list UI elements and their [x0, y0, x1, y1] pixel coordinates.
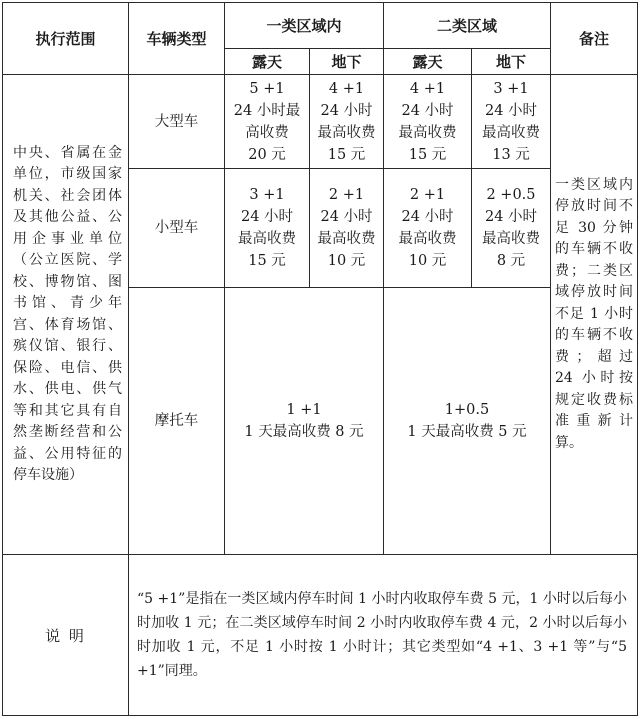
fee-small-zone1-open-air: 3 +1 24 小时 最高收费 15 元	[238, 187, 296, 269]
explanation-label: 说 明	[45, 626, 86, 645]
parking-fee-table	[2, 2, 638, 716]
scope-text: 中央、省属在金单位，市级国家机关、社会团体及其他公益、公用企事业单位（公立医院、学校、博物馆、图书馆、青少年宫、体育场馆、殡仪馆、银行、保险、电信、供水、供电、供气等和其它具有自然垄断经营和公益、公用特征的停车设施）	[13, 144, 122, 483]
explanation-text: “5 +1”是指在一类区域内停车时间 1 小时内收取停车费 5 元，1 小时以后每小时加收 1 元；在二类区域停车时间 2 小时内收取停车费 4 元，2 小时以后每小时加收 1 元，不足 1 小时按 1 小时计；其它类型如“4 +1、3 +1 等”与“5 +1”同理。	[137, 591, 627, 679]
vehicle-type-small: 小型车	[154, 220, 199, 236]
fee-large-zone2-underground: 3 +1 24 小时 最高收费 13 元	[482, 80, 540, 163]
header-zone2-underground: 地下	[495, 53, 526, 71]
fee-small-zone2-open-air: 2 +1 24 小时 最高收费 10 元	[398, 187, 457, 269]
header-zone-1: 一类区域内	[266, 17, 342, 35]
rule	[637, 2, 638, 716]
rule	[2, 715, 638, 716]
fee-motorcycle-zone2: 1+0.5 1 天最高收费 5 元	[407, 402, 527, 440]
scope-cell	[3, 75, 128, 554]
fee-small-zone2-underground: 2 +0.5 24 小时 最高收费 8 元	[482, 187, 540, 269]
header-zone1-open-air: 露天	[251, 53, 282, 71]
header-zone1-underground: 地下	[331, 53, 362, 71]
header-zone2-open-air: 露天	[412, 53, 443, 71]
fee-large-zone1-open-air: 5 +1 24 小时最 高收费 20 元	[233, 80, 301, 163]
vehicle-type-large: 大型车	[154, 113, 199, 130]
fee-large-zone1-underground: 4 +1 24 小时 最高收费 15 元	[317, 80, 376, 163]
explanation-cell	[129, 555, 637, 715]
fee-small-zone1-underground: 2 +1 24 小时 最高收费 10 元	[317, 187, 376, 269]
remark-cell	[551, 75, 637, 554]
remark-text: 一类区域内停放时间不足 30 分钟的车辆不收费；二类区域停放时间不足 1 小时的车辆不收费；超过 24 小时按规定收费标准重新计算。	[555, 176, 633, 451]
fee-large-zone2-open-air: 4 +1 24 小时 最高收费 15 元	[398, 80, 457, 163]
fee-motorcycle-zone1: 1 +1 1 天最高收费 8 元	[244, 402, 364, 440]
header-vehicle-type: 车辆类型	[146, 30, 207, 48]
header-remark: 备注	[578, 30, 609, 48]
header-scope: 执行范围	[35, 30, 96, 48]
header-zone-2: 二类区域	[436, 17, 497, 35]
vehicle-type-motorcycle: 摩托车	[154, 413, 199, 429]
